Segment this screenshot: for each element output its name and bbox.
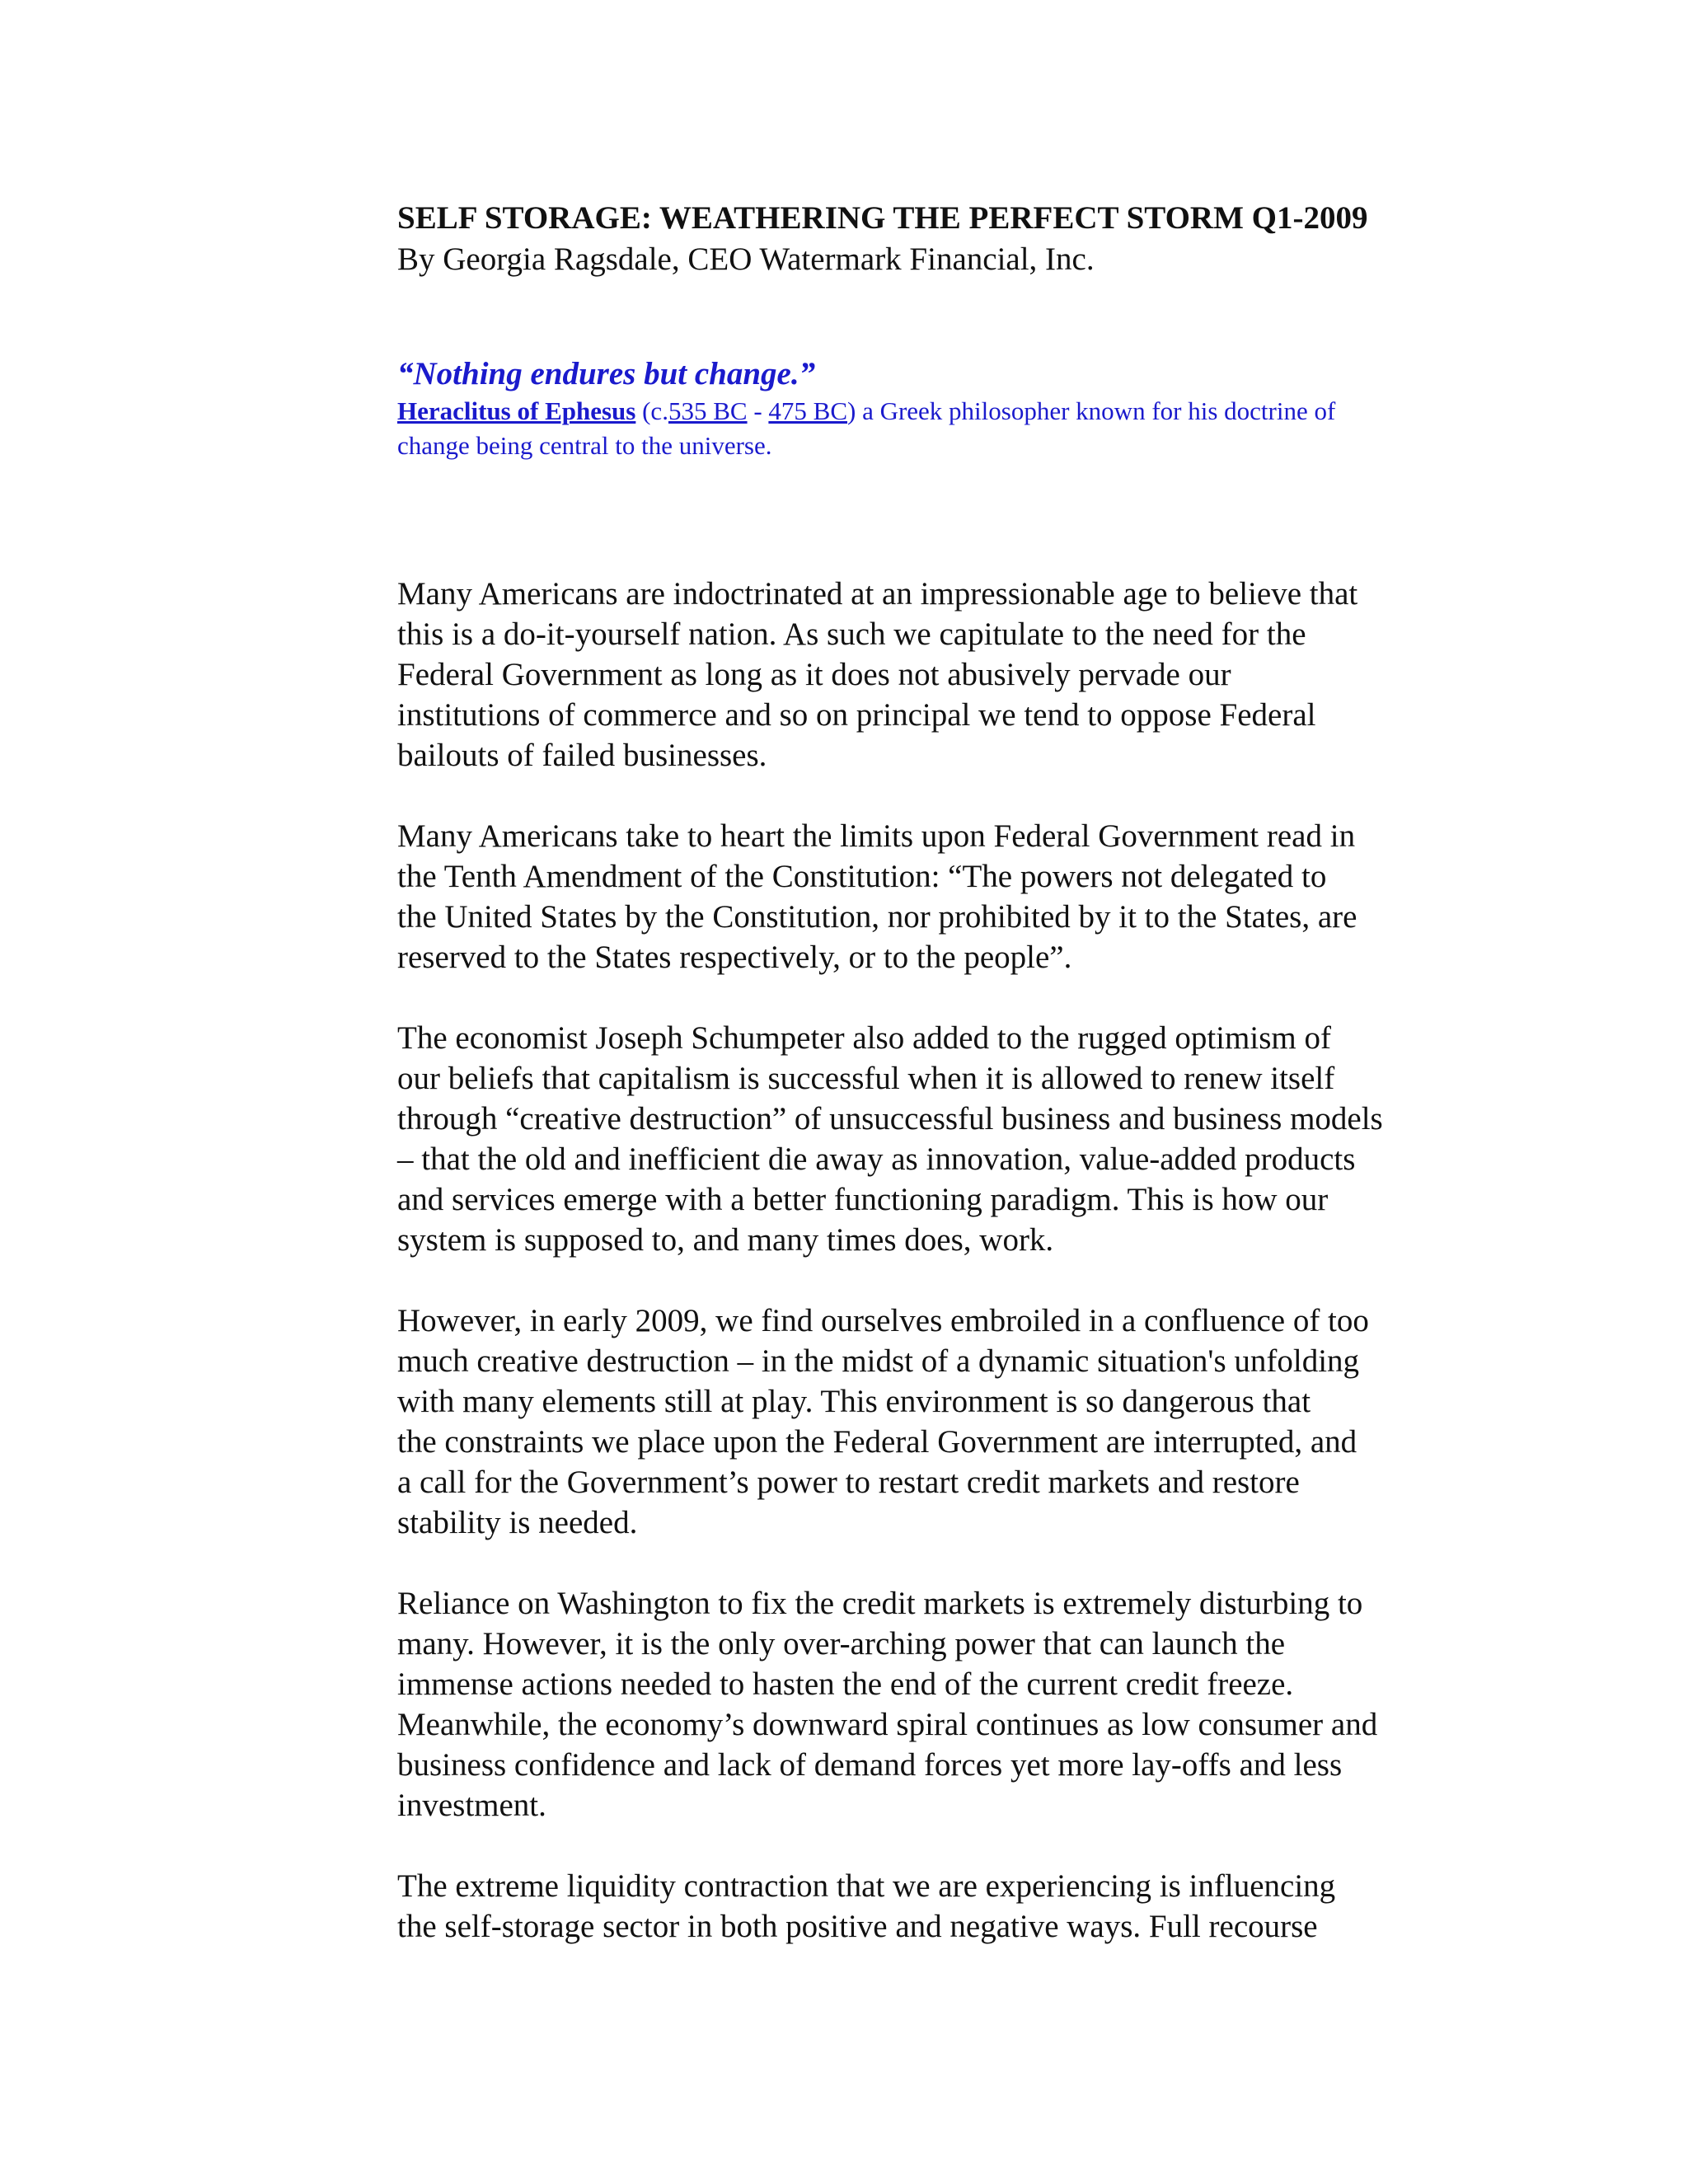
document-content xyxy=(397,198,1461,1987)
paragraph-line: – that the old and inefficient die away as innovation, value-added products xyxy=(397,1141,1356,1177)
paragraph-line: and services emerge with a better functioning paradigm. This is how our xyxy=(397,1182,1329,1217)
epigraph xyxy=(397,354,1461,463)
attribution-rest: ) a Greek philosopher known for his doctrine of xyxy=(847,396,1336,425)
paragraph-line: institutions of commerce and so on principal we tend to oppose Federal xyxy=(397,697,1316,733)
document-title: SELF STORAGE: WEATHERING THE PERFECT STORM Q1-2009 xyxy=(397,200,1368,236)
paragraph-line: a call for the Government’s power to restart credit markets and restore xyxy=(397,1465,1300,1500)
epigraph-quote: “Nothing endures but change.” xyxy=(397,356,816,391)
attribution-line-2: change being central to the universe. xyxy=(397,431,772,460)
document-byline: By Georgia Ragsdale, CEO Watermark Financial, Inc. xyxy=(397,241,1095,277)
paragraph-line: through “creative destruction” of unsuccessful business and business models xyxy=(397,1101,1383,1137)
paragraph-line: bailouts of failed businesses. xyxy=(397,738,767,773)
paragraph-line: immense actions needed to hasten the end of the current credit freeze. xyxy=(397,1666,1294,1702)
paragraph-line: stability is needed. xyxy=(397,1505,638,1540)
paragraph-line: our beliefs that capitalism is successful when it is allowed to renew itself xyxy=(397,1061,1335,1096)
paragraph-line: Meanwhile, the economy’s downward spiral continues as low consumer and xyxy=(397,1707,1378,1742)
date-end-link[interactable]: 475 BC xyxy=(768,396,847,425)
paragraph-line: Many Americans take to heart the limits upon Federal Government read in xyxy=(397,818,1356,854)
paragraph-line: investment. xyxy=(397,1788,546,1823)
paragraph xyxy=(397,1301,1461,1543)
paragraph-line: the Tenth Amendment of the Constitution: “The powers not delegated to xyxy=(397,859,1327,894)
paragraph-line: business confidence and lack of demand forces yet more lay-offs and less xyxy=(397,1747,1343,1783)
paragraph-line: However, in early 2009, we find ourselves embroiled in a confluence of too xyxy=(397,1303,1369,1338)
paragraph xyxy=(397,816,1461,977)
attribution-dash: - xyxy=(747,396,769,425)
attribution-open: (c. xyxy=(635,396,668,425)
paragraph-line: The extreme liquidity contraction that we are experiencing is influencing xyxy=(397,1868,1336,1904)
paragraph-line: with many elements still at play. This environment is so dangerous that xyxy=(397,1384,1311,1419)
paragraph xyxy=(397,1866,1461,1947)
paragraph xyxy=(397,1583,1461,1825)
paragraph xyxy=(397,574,1461,776)
paragraph-line: system is supposed to, and many times does, work. xyxy=(397,1222,1054,1258)
paragraph-line: Many Americans are indoctrinated at an impressionable age to believe that xyxy=(397,576,1358,612)
paragraph-line: The economist Joseph Schumpeter also added to the rugged optimism of xyxy=(397,1020,1331,1056)
paragraph xyxy=(397,1018,1461,1260)
paragraph-line: reserved to the States respectively, or to the people”. xyxy=(397,940,1072,975)
attribution-line-1 xyxy=(397,394,1461,429)
paragraph-line: Reliance on Washington to fix the credit markets is extremely disturbing to xyxy=(397,1586,1363,1621)
paragraph-line: much creative destruction – in the midst of a dynamic situation's unfolding xyxy=(397,1343,1360,1379)
author-link[interactable]: Heraclitus of Ephesus xyxy=(397,396,636,425)
paragraph-line: the constraints we place upon the Federal Government are interrupted, and xyxy=(397,1424,1357,1460)
paragraph-line: many. However, it is the only over-arching power that can launch the xyxy=(397,1626,1286,1661)
epigraph-attribution xyxy=(397,394,1461,463)
paragraph-line: the self-storage sector in both positive and negative ways. Full recourse xyxy=(397,1909,1318,1944)
date-start-link[interactable]: 535 BC xyxy=(668,396,748,425)
paragraph-line: the United States by the Constitution, nor prohibited by it to the States, are xyxy=(397,899,1357,935)
paragraph-line: Federal Government as long as it does not abusively pervade our xyxy=(397,657,1231,692)
body-text xyxy=(397,574,1461,1947)
paragraph-line: this is a do-it-yourself nation. As such we capitulate to the need for the xyxy=(397,616,1306,652)
